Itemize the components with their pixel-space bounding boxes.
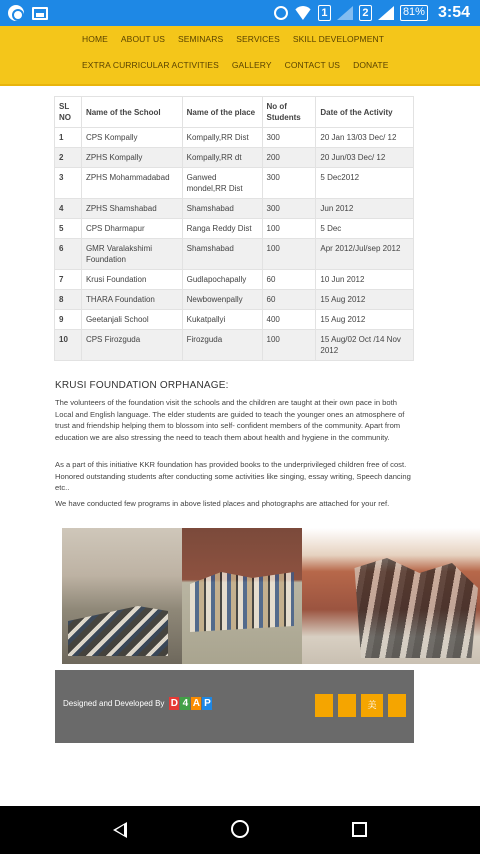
paragraph-volunteers: The volunteers of the foundation visit the schools and the children are taught at their own pace in both Local and English language. The elder students are guided to teach the younger ones an atmosphere of trust and friendship helping them to blossom into self- confident members of the community. Apart from education we are also stressing the need to teach them about health and hygiene in the community. bbox=[55, 398, 405, 442]
activities-table bbox=[54, 96, 414, 361]
table-row bbox=[55, 330, 414, 361]
header-place: Name of the place bbox=[182, 97, 262, 128]
table-row bbox=[55, 168, 414, 199]
cell-place: Firozguda bbox=[182, 330, 262, 361]
nav-row-2 bbox=[82, 60, 388, 70]
cell-students: 100 bbox=[262, 219, 316, 239]
photo-children-cheering[interactable] bbox=[182, 528, 302, 664]
cell-date: 20 Jan 13/03 Dec/ 12 bbox=[316, 128, 414, 148]
cell-school: Krusi Foundation bbox=[81, 270, 182, 290]
nav-home[interactable]: HOME bbox=[82, 34, 108, 44]
cell-place: Kukatpallyi bbox=[182, 310, 262, 330]
cell-sl: 4 bbox=[55, 199, 82, 219]
cell-school: GMR Varalakshimi Foundation bbox=[81, 239, 182, 270]
table-row bbox=[55, 148, 414, 168]
cell-date: 15 Aug/02 Oct /14 Nov 2012 bbox=[316, 330, 414, 361]
wifi-icon bbox=[294, 6, 312, 20]
table-row bbox=[55, 199, 414, 219]
cell-students: 300 bbox=[262, 168, 316, 199]
cell-sl: 7 bbox=[55, 270, 82, 290]
cell-place: Shamshabad bbox=[182, 199, 262, 219]
recent-apps-icon[interactable] bbox=[352, 822, 367, 837]
cell-place: Newbowenpally bbox=[182, 290, 262, 310]
cell-sl: 9 bbox=[55, 310, 82, 330]
logo-letter: D bbox=[170, 698, 179, 709]
cell-date: 15 Aug 2012 bbox=[316, 290, 414, 310]
cell-students: 300 bbox=[262, 128, 316, 148]
footer bbox=[55, 670, 414, 743]
cell-sl: 2 bbox=[55, 148, 82, 168]
cell-students: 60 bbox=[262, 290, 316, 310]
photo-gallery bbox=[62, 528, 480, 664]
alarm-icon bbox=[274, 6, 288, 20]
signal-sim1-icon bbox=[337, 6, 353, 20]
social-icon-2[interactable] bbox=[338, 694, 356, 717]
sim1-icon: 1 bbox=[318, 5, 331, 21]
cell-date: Jun 2012 bbox=[316, 199, 414, 219]
cell-sl: 5 bbox=[55, 219, 82, 239]
main-navigation bbox=[0, 26, 480, 86]
cell-students: 400 bbox=[262, 310, 316, 330]
cell-students: 200 bbox=[262, 148, 316, 168]
cell-students: 100 bbox=[262, 239, 316, 270]
social-icon-3[interactable]: 美 bbox=[361, 694, 383, 717]
table-row bbox=[55, 128, 414, 148]
photo-children-meal[interactable] bbox=[62, 528, 182, 664]
cell-sl: 8 bbox=[55, 290, 82, 310]
nav-row-1 bbox=[82, 34, 384, 44]
cell-place: Kompally,RR Dist bbox=[182, 128, 262, 148]
status-bar bbox=[0, 0, 480, 26]
table-row bbox=[55, 270, 414, 290]
logo-letter: P bbox=[204, 698, 211, 709]
table-row bbox=[55, 290, 414, 310]
cell-school: Geetanjali School bbox=[81, 310, 182, 330]
nav-skill-development[interactable]: SKILL DEVELOPMENT bbox=[292, 34, 384, 44]
cell-school: THARA Foundation bbox=[81, 290, 182, 310]
cell-school: CPS Firozguda bbox=[81, 330, 182, 361]
nav-contact-us[interactable]: CONTACT US bbox=[284, 60, 341, 70]
cell-students: 300 bbox=[262, 199, 316, 219]
cell-students: 60 bbox=[262, 270, 316, 290]
back-icon[interactable] bbox=[113, 822, 127, 838]
table-header-row bbox=[55, 97, 414, 128]
header-school: Name of the School bbox=[81, 97, 182, 128]
logo-letter: A bbox=[192, 698, 201, 709]
cell-place: Gudlapochapally bbox=[182, 270, 262, 290]
nav-donate[interactable]: DONATE bbox=[353, 60, 389, 70]
home-icon[interactable] bbox=[231, 820, 249, 838]
nav-seminars[interactable]: SEMINARS bbox=[178, 34, 224, 44]
cell-sl: 10 bbox=[55, 330, 82, 361]
credit bbox=[63, 697, 212, 710]
section-title: KRUSI FOUNDATION ORPHANAGE: bbox=[55, 380, 229, 391]
cell-sl: 3 bbox=[55, 168, 82, 199]
nav-gallery[interactable]: GALLERY bbox=[231, 60, 272, 70]
cell-place: Ganwed mondel,RR Dist bbox=[182, 168, 262, 199]
d4ap-logo[interactable] bbox=[169, 697, 212, 710]
cell-date: 10 Jun 2012 bbox=[316, 270, 414, 290]
table-row bbox=[55, 219, 414, 239]
social-icon-4[interactable] bbox=[388, 694, 406, 717]
image-notification-icon bbox=[32, 7, 48, 20]
android-navigation-bar bbox=[0, 806, 480, 854]
signal-sim2-icon bbox=[378, 6, 394, 20]
social-icon-1[interactable] bbox=[315, 694, 333, 717]
cell-sl: 6 bbox=[55, 239, 82, 270]
app-notification-icon bbox=[8, 5, 24, 21]
battery-indicator: 81% bbox=[400, 5, 428, 21]
cell-students: 100 bbox=[262, 330, 316, 361]
paragraph-programs: We have conducted few programs in above listed places and photographs are attached for your ref. bbox=[55, 499, 390, 508]
cell-place: Ranga Reddy Dist bbox=[182, 219, 262, 239]
cell-place: Kompally,RR dt bbox=[182, 148, 262, 168]
cell-place: Shamshabad bbox=[182, 239, 262, 270]
sim2-icon: 2 bbox=[359, 5, 372, 21]
table-row bbox=[55, 310, 414, 330]
cell-date: 5 Dec bbox=[316, 219, 414, 239]
social-links bbox=[315, 694, 406, 717]
paragraph-initiative: As a part of this initiative KKR foundation has provided books to the underprivileged children free of cost. Honored outstanding students after conducting some activities like singing, essay writing, Speech dancing etc.. bbox=[55, 460, 411, 492]
cell-school: CPS Kompally bbox=[81, 128, 182, 148]
nav-extra-curricular[interactable]: EXTRA CURRICULAR ACTIVITIES bbox=[82, 60, 219, 70]
logo-letter: 4 bbox=[180, 697, 190, 710]
clock: 3:54 bbox=[437, 4, 470, 21]
cell-date: 5 Dec2012 bbox=[316, 168, 414, 199]
cell-school: ZPHS Shamshabad bbox=[81, 199, 182, 219]
cell-date: 20 Jun/03 Dec/ 12 bbox=[316, 148, 414, 168]
photo-boys-dancing[interactable] bbox=[302, 528, 480, 664]
cell-date: Apr 2012/Jul/sep 2012 bbox=[316, 239, 414, 270]
table-row bbox=[55, 239, 414, 270]
header-date: Date of the Activity bbox=[316, 97, 414, 128]
cell-date: 15 Aug 2012 bbox=[316, 310, 414, 330]
cell-school: ZPHS Mohammadabad bbox=[81, 168, 182, 199]
cell-sl: 1 bbox=[55, 128, 82, 148]
nav-services[interactable]: SERVICES bbox=[236, 34, 280, 44]
nav-about-us[interactable]: ABOUT US bbox=[120, 34, 166, 44]
header-students: No of Students bbox=[262, 97, 316, 128]
header-sl-no: SL NO bbox=[55, 97, 82, 128]
credit-text: Designed and Developed By bbox=[63, 699, 165, 708]
cell-school: CPS Dharmapur bbox=[81, 219, 182, 239]
cell-school: ZPHS Kompally bbox=[81, 148, 182, 168]
